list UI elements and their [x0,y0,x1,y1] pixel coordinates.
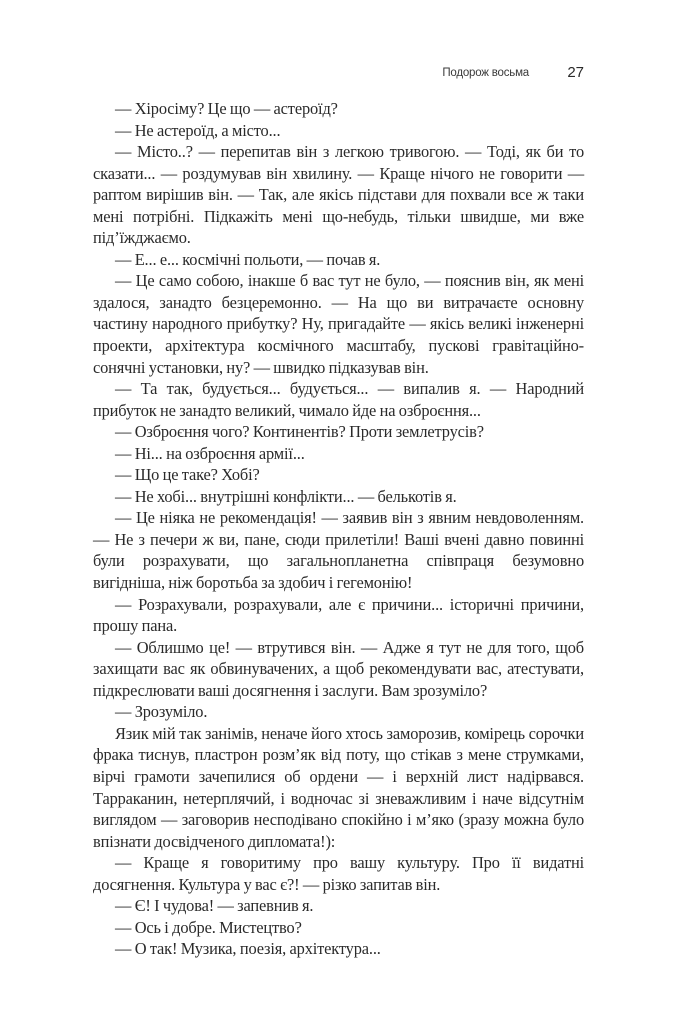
paragraph: — Хіросіму? Це що — астероїд? [115,99,338,118]
paragraph: — Є! І чудова! — запевнив я. [115,896,314,916]
running-header [0,64,674,84]
paragraph: — Озброєння чого? Континентів? Проти землетрусів? [115,422,484,442]
paragraph: — Ось і добре. Мистецтво? [115,917,302,937]
paragraph: — Ні... на озброєння армії... [115,443,305,463]
paragraph: — Це ніяка не рекомендація! — заявив він з явним невдоволенням. — Не з печери ж ви, пане, сюди прилетіли! Ваші вчені давно повинні були розрахувати, що загальнопланетна співпраця безумовно вигідніша, ніж боротьба за здобич і гегемонію! [93,508,584,593]
body-text [93,98,584,960]
paragraph: — Не хобі... внутрішні конфлікти... — белькотів я. [115,486,457,506]
paragraph: Язик мій так занімів, неначе його хтось заморозив, комірець сорочки фрака тиснув, пластрон розм’як від поту, що стікав з мене струмками, вірчі грамоти зачепилися об ордени — і верхній лист надірвався. Тарраканин, нетерплячий, і водночас зі зневажливим і наче відсутнім виглядом — заговорив несподівано спокійно і м’яко (зразу можна було впізнати досвідченого дипломата!): [93,723,584,851]
paragraph: — Місто..? — перепитав він з легкою тривогою. — Тоді, як би то сказати... — роздумував він хвилину. — Краще нічого не говорити — раптом вирішив він. — Так, але якісь підстави для похвали все ж таки мені потрібні. Підкажіть мені що-небудь, тільки швидше, ми вже під’їжджаємо. [93,142,584,248]
paragraph: — Розрахували, розрахували, але є причини... історичні причини, прошу пана. [93,594,584,636]
paragraph: — О так! Музика, поезія, архітектура... [115,939,381,959]
paragraph: — Зрозуміло. [115,702,208,722]
running-title: Подорож восьма [442,67,529,79]
paragraph: — Не астероїд, а місто... [115,120,281,140]
paragraph: — Що це таке? Хобі? [115,465,260,485]
paragraph: — Е... е... космічні польоти, — почав я. [115,249,381,269]
paragraph: — Це само собою, інакше б вас тут не було, — пояснив він, як мені здалося, занадто безцеремонно. — На що ви витрачаєте основну частину народного прибутку? Ну, пригадайте — якісь великі інженерні проекти, архітектура космічного масштабу, пускові гравітаційно-сонячні установки, ну? — швидко підказував він. [93,271,584,377]
page-number: 27 [567,64,584,81]
paragraph: — Облишмо це! — втрутився він. — Адже я тут не для того, щоб захищати вас як обвинувачених, а щоб рекомендувати вас, атестувати, підкреслювати ваші досягнення і заслуги. Вам зрозуміло? [93,637,584,700]
paragraph: — Краще я говоритиму про вашу культуру. Про її видатні досягнення. Культура у вас є?! — різко запитав він. [93,853,584,894]
paragraph: — Та так, будується... будується... — випалив я. — Народний прибуток не занадто великий, чимало йде на озброєння... [93,379,584,420]
